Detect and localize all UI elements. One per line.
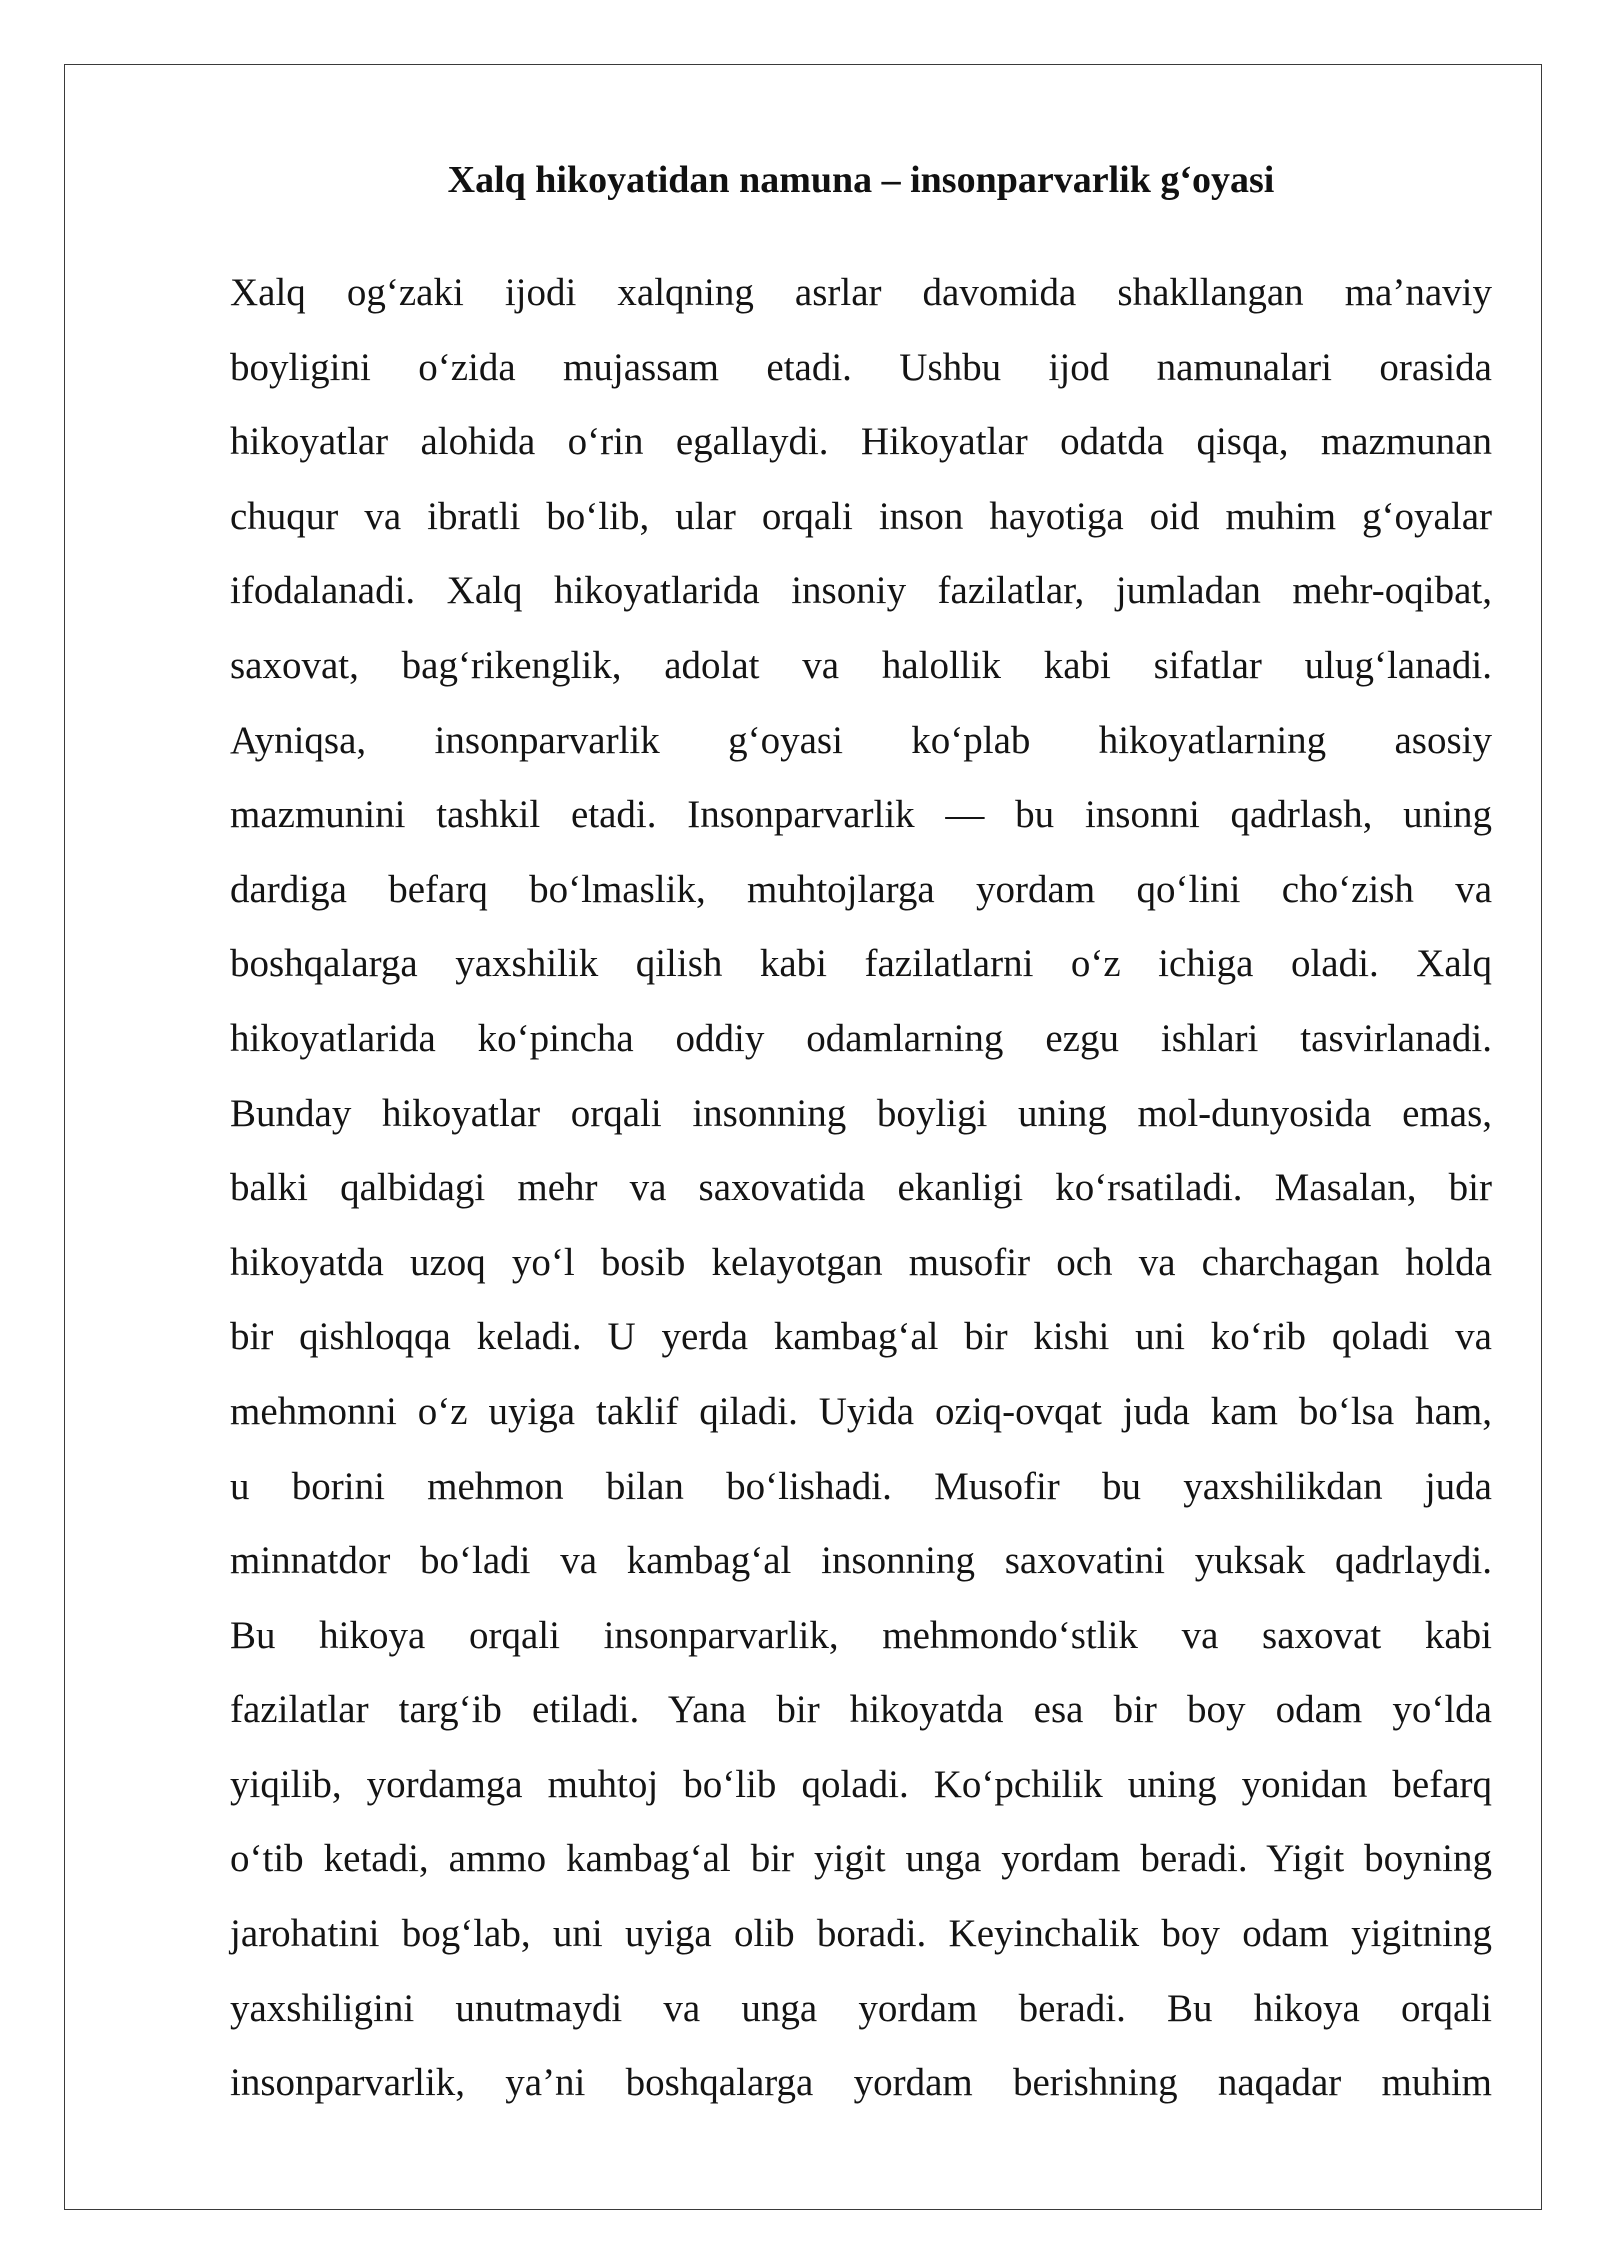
body-line: jarohatini bog‘lab, uni uyiga olib boradi. Keyinchalik boy odam yigitning	[230, 1912, 1492, 1956]
body-line: o‘tib ketadi, ammo kambag‘al bir yigit unga yordam beradi. Yigit boyning	[230, 1837, 1492, 1881]
body-line: minnatdor bo‘ladi va kambag‘al insonning saxovatini yuksak qadrlaydi.	[230, 1539, 1492, 1583]
body-line: hikoyatlar alohida o‘rin egallaydi. Hikoyatlar odatda qisqa, mazmunan	[230, 420, 1492, 464]
body-line: boshqalarga yaxshilik qilish kabi fazilatlarni o‘z ichiga oladi. Xalq	[230, 942, 1492, 986]
body-line: mazmunini tashkil etadi. Insonparvarlik — bu insonni qadrlash, uning	[230, 793, 1492, 837]
body-line: balki qalbidagi mehr va saxovatida ekanligi ko‘rsatiladi. Masalan, bir	[230, 1166, 1492, 1210]
body-line: insonparvarlik, ya’ni boshqalarga yordam berishning naqadar muhim	[230, 2061, 1492, 2105]
body-line: yiqilib, yordamga muhtoj bo‘lib qoladi. Ko‘pchilik uning yonidan befarq	[230, 1762, 1492, 1806]
body-line: chuqur va ibratli bo‘lib, ular orqali inson hayotiga oid muhim g‘oyalar	[230, 494, 1492, 538]
body-line: saxovat, bag‘rikenglik, adolat va halollik kabi sifatlar ulug‘lanadi.	[230, 643, 1492, 687]
body-line: bir qishloqqa keladi. U yerda kambag‘al bir kishi uni ko‘rib qoladi va	[230, 1315, 1492, 1359]
body-line: hikoyatlarida ko‘pincha oddiy odamlarning ezgu ishlari tasvirlanadi.	[230, 1016, 1492, 1060]
body-line: dardiga befarq bo‘lmaslik, muhtojlarga yordam qo‘lini cho‘zish va	[230, 867, 1492, 911]
body-line: yaxshiligini unutmaydi va unga yordam beradi. Bu hikoya orqali	[230, 1986, 1492, 2030]
body-line: boyligini o‘zida mujassam etadi. Ushbu ijod namunalari orasida	[230, 345, 1492, 389]
body-line: Ayniqsa, insonparvarlik g‘oyasi ko‘plab hikoyatlarning asosiy	[230, 718, 1492, 762]
body-line: fazilatlar targ‘ib etiladi. Yana bir hikoyatda esa bir boy odam yo‘lda	[230, 1688, 1492, 1732]
body-line: mehmonni o‘z uyiga taklif qiladi. Uyida oziq-ovqat juda kam bo‘lsa ham,	[230, 1389, 1492, 1433]
body-line: Bu hikoya orqali insonparvarlik, mehmondo‘stlik va saxovat kabi	[230, 1613, 1492, 1657]
document-body	[230, 256, 1492, 2121]
document-title: Xalq hikoyatidan namuna – insonparvarlik g‘oyasi	[447, 159, 1275, 201]
body-line: hikoyatda uzoq yo‘l bosib kelayotgan musofir och va charchagan holda	[230, 1240, 1492, 1284]
body-line: ifodalanadi. Xalq hikoyatlarida insoniy fazilatlar, jumladan mehr-oqibat,	[230, 569, 1492, 613]
body-line: u borini mehmon bilan bo‘lishadi. Musofir bu yaxshilikdan juda	[230, 1464, 1492, 1508]
body-line: Xalq og‘zaki ijodi xalqning asrlar davomida shakllangan ma’naviy	[230, 271, 1492, 314]
body-line: Bunday hikoyatlar orqali insonning boyligi uning mol-dunyosida emas,	[230, 1091, 1492, 1135]
